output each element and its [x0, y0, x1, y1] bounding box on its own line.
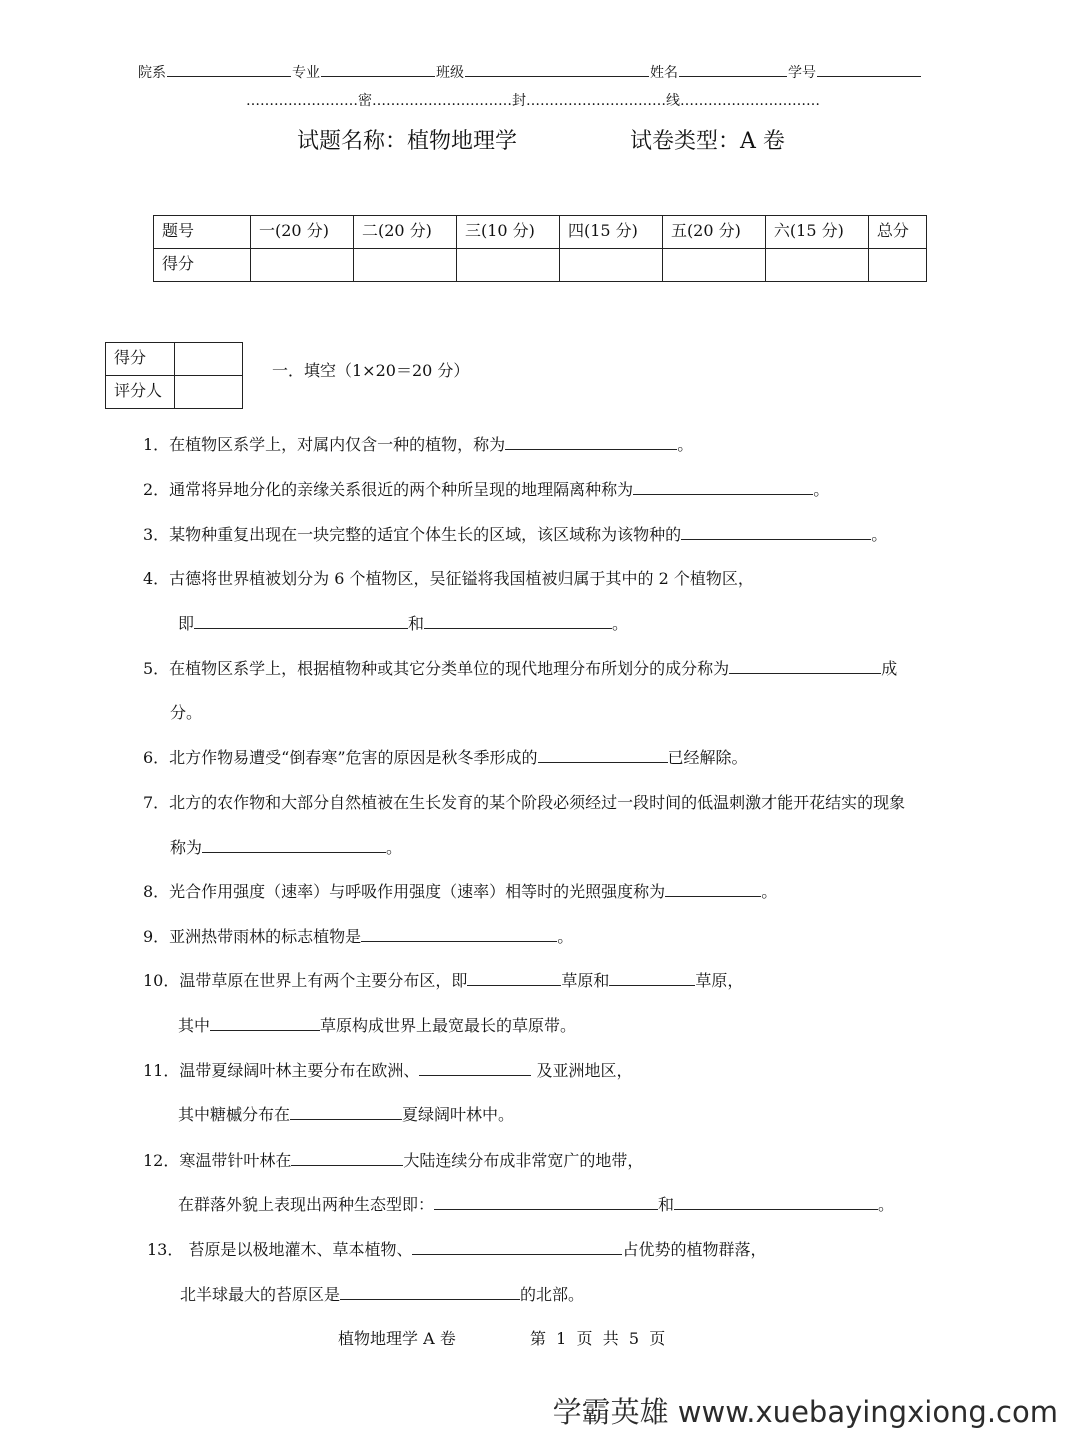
question-7-cont: 称为 。	[170, 838, 403, 857]
answer-blank[interactable]	[202, 837, 386, 853]
question-12: 12．寒温带针叶林在 大陆连续分布成非常宽广的地带，	[143, 1151, 644, 1170]
answer-blank[interactable]	[434, 1194, 658, 1210]
score-row-label: 得分	[154, 249, 251, 282]
grader-name-label: 评分人	[106, 376, 175, 409]
question-10-cont: 其中 草原构成世界上最宽最长的草原带。	[178, 1016, 577, 1035]
section-heading: 一．填空（1×20＝20 分）	[272, 361, 470, 380]
grader-score-label: 得分	[106, 343, 175, 376]
label-department: 院系	[138, 65, 166, 81]
answer-blank[interactable]	[424, 613, 612, 629]
blank-department[interactable]	[167, 62, 291, 77]
answer-blank[interactable]	[505, 434, 677, 450]
footer-page-number: 第 1 页 共 5 页	[530, 1329, 666, 1348]
label-class: 班级	[436, 65, 464, 81]
answer-blank[interactable]	[538, 747, 668, 763]
label-major: 专业	[292, 65, 320, 81]
answer-blank[interactable]	[340, 1284, 520, 1300]
question-4-cont: 即 和 。	[178, 614, 629, 633]
score-table-header-cell: 题号	[154, 216, 251, 249]
answer-blank[interactable]	[361, 926, 557, 942]
grader-score-cell[interactable]	[175, 343, 243, 376]
question-9: 9．亚洲热带雨林的标志植物是 。	[143, 927, 574, 946]
score-cell[interactable]	[353, 249, 456, 282]
exam-type: 试卷类型：A 卷	[630, 129, 785, 154]
score-table	[153, 215, 927, 282]
question-1: 1．在植物区系学上，对属内仅含一种的植物，称为 。	[143, 435, 694, 454]
score-cell[interactable]	[868, 249, 926, 282]
question-13: 13． 苔原是以极地灌木、草本植物、 占优势的植物群落，	[147, 1240, 767, 1259]
question-12-cont: 在群落外貌上表现出两种生态型即： 和 。	[178, 1195, 895, 1214]
student-info-line	[138, 62, 922, 82]
answer-blank[interactable]	[194, 613, 408, 629]
question-7: 7．北方的农作物和大部分自然植被在生长发育的某个阶段必须经过一段时间的低温刺激才能开花结实的现象	[143, 793, 906, 812]
footer-title: 植物地理学 A 卷	[338, 1329, 456, 1348]
answer-blank[interactable]	[681, 524, 871, 540]
seal-line: ……………………密…………………………封…………………………线…………………………	[246, 93, 820, 109]
score-table-header-cell: 二(20 分)	[353, 216, 456, 249]
question-13-cont: 北半球最大的苔原区是 的北部。	[180, 1285, 585, 1304]
question-6: 6．北方作物易遭受“倒春寒”危害的原因是秋冬季形成的 已经解除。	[143, 748, 748, 767]
exam-title: 试题名称：植物地理学	[297, 129, 518, 154]
question-5: 5．在植物区系学上，根据植物种或其它分类单位的现代地理分布所划分的成分称为 成	[143, 659, 898, 678]
score-table-header-cell: 总分	[868, 216, 926, 249]
site-watermark: 学霸英雄 www.xuebayingxiong.com	[552, 1395, 1058, 1429]
label-student-id: 学号	[788, 65, 816, 81]
score-table-header-cell: 五(20 分)	[662, 216, 765, 249]
blank-name[interactable]	[679, 62, 787, 77]
score-cell[interactable]	[559, 249, 662, 282]
question-11-cont: 其中糖槭分布在 夏绿阔叶林中。	[178, 1105, 515, 1124]
grader-name-cell[interactable]	[175, 376, 243, 409]
answer-blank[interactable]	[609, 970, 695, 986]
score-table-header-cell: 三(10 分)	[456, 216, 559, 249]
label-name: 姓名	[650, 65, 678, 81]
score-table-header-cell: 一(20 分)	[251, 216, 354, 249]
answer-blank[interactable]	[419, 1060, 531, 1076]
answer-blank[interactable]	[290, 1104, 402, 1120]
question-3: 3．某物种重复出现在一块完整的适宜个体生长的区域，该区域称为该物种的 。	[143, 525, 888, 544]
question-10: 10．温带草原在世界上有两个主要分布区，即 草原和 草原，	[143, 971, 744, 990]
answer-blank[interactable]	[633, 479, 813, 495]
score-cell[interactable]	[662, 249, 765, 282]
question-4: 4．古德将世界植被划分为 6 个植物区，吴征镒将我国植被归属于其中的 2 个植物区，	[143, 569, 754, 588]
blank-class[interactable]	[465, 62, 649, 77]
question-8: 8．光合作用强度（速率）与呼吸作用强度（速率）相等时的光照强度称为 。	[143, 882, 778, 901]
score-cell[interactable]	[456, 249, 559, 282]
answer-blank[interactable]	[729, 658, 881, 674]
blank-student-id[interactable]	[817, 62, 921, 77]
answer-blank[interactable]	[665, 881, 761, 897]
question-5-cont: 分。	[170, 703, 203, 722]
answer-blank[interactable]	[467, 970, 561, 986]
answer-blank[interactable]	[674, 1194, 878, 1210]
answer-blank[interactable]	[412, 1239, 622, 1255]
answer-blank[interactable]	[210, 1015, 320, 1031]
score-table-header-cell: 四(15 分)	[559, 216, 662, 249]
score-cell[interactable]	[765, 249, 868, 282]
grader-box	[105, 342, 243, 409]
answer-blank[interactable]	[291, 1150, 403, 1166]
score-cell[interactable]	[251, 249, 354, 282]
question-11: 11．温带夏绿阔叶林主要分布在欧洲、 及亚洲地区，	[143, 1061, 633, 1080]
question-2: 2．通常将异地分化的亲缘关系很近的两个种所呈现的地理隔离种称为 。	[143, 480, 830, 499]
score-table-header-cell: 六(15 分)	[765, 216, 868, 249]
blank-major[interactable]	[321, 62, 435, 77]
